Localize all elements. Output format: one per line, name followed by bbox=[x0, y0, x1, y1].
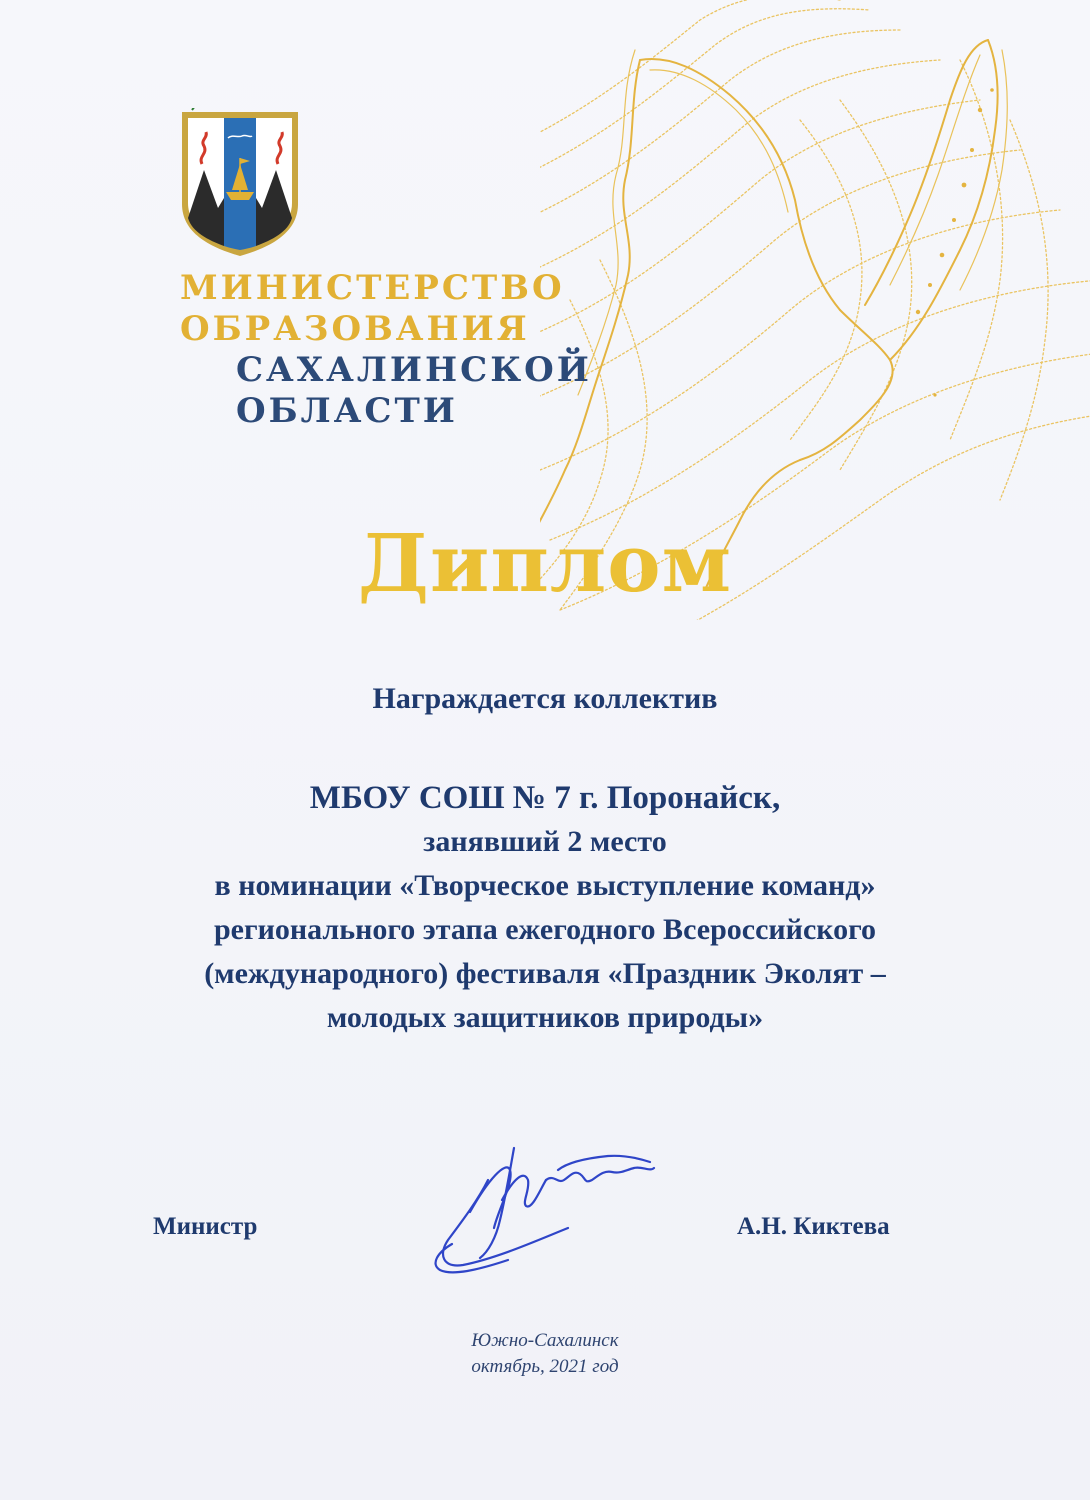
ministry-line-4: ОБЛАСТИ bbox=[236, 391, 458, 431]
sakhalin-coat-of-arms-icon bbox=[178, 108, 302, 258]
award-line: молодых защитников природы» bbox=[326, 1001, 764, 1034]
award-text bbox=[40, 776, 1050, 1040]
footer bbox=[0, 1328, 1090, 1380]
award-line: (международного) фестиваля «Праздник Эколят – bbox=[204, 957, 886, 990]
ministry-name bbox=[180, 268, 592, 432]
award-recipient: МБОУ СОШ № 7 г. Поронайск, bbox=[309, 780, 781, 816]
footer-city: Южно-Сахалинск bbox=[471, 1330, 619, 1351]
footer-date: октябрь, 2021 год bbox=[471, 1356, 619, 1377]
handwritten-signature-icon bbox=[418, 1140, 668, 1275]
signer-role: Министр bbox=[153, 1213, 258, 1240]
ministry-line-2: ОБРАЗОВАНИЯ bbox=[180, 309, 530, 349]
award-line: регионального этапа ежегодного Всероссийского bbox=[213, 913, 877, 946]
award-line: в номинации «Творческое выступление команд» bbox=[214, 869, 876, 902]
signer-name: А.Н. Киктева bbox=[737, 1213, 890, 1240]
diploma-title: Диплом bbox=[357, 516, 733, 610]
ministry-line-1: МИНИСТЕРСТВО bbox=[180, 268, 565, 308]
award-line: занявший 2 место bbox=[423, 825, 667, 858]
awarded-heading: Награждается коллектив bbox=[372, 682, 718, 715]
ministry-line-3: САХАЛИНСКОЙ bbox=[236, 350, 592, 390]
